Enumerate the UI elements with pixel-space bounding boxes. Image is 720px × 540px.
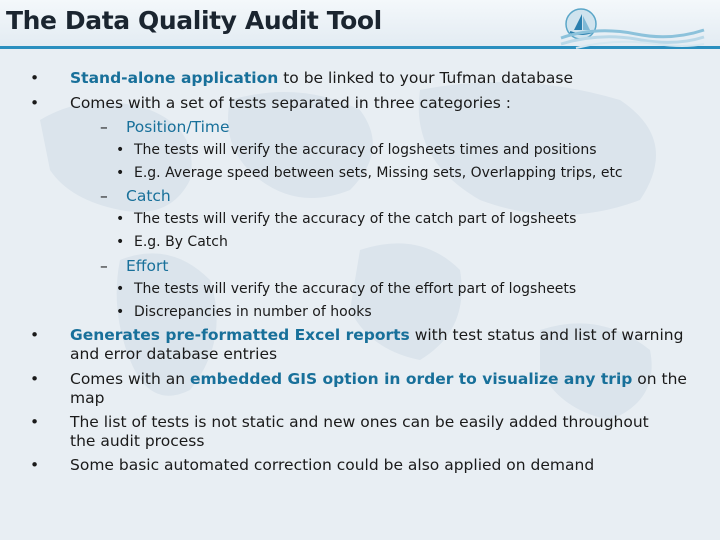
bullet-categories: Comes with a set of tests separated in three categories :: [70, 94, 512, 112]
bullet-gis-option: [70, 370, 687, 389]
dash-marker: –: [100, 118, 108, 136]
bullet-marker: •: [30, 326, 40, 344]
bullet-excel-reports: [70, 326, 683, 345]
bullet-text: Comes with an: [70, 370, 191, 388]
list-item: E.g. By Catch: [134, 234, 228, 250]
bullet-marker: •: [116, 142, 125, 158]
category-position-time: Position/Time: [126, 118, 230, 136]
bullet-text: with test status and list of warning: [409, 326, 684, 344]
bullet-marker: •: [30, 69, 40, 87]
list-item: The tests will verify the accuracy of the catch part of logsheets: [134, 211, 577, 227]
category-effort: Effort: [126, 257, 169, 275]
bullet-marker: •: [116, 234, 125, 250]
bullet-marker: •: [30, 456, 40, 474]
bullet-highlight: Stand-alone application: [70, 69, 279, 87]
bullet-marker: •: [30, 370, 40, 388]
list-item: E.g. Average speed between sets, Missing sets, Overlapping trips, etc: [134, 165, 623, 181]
bullet-highlight: Generates pre-formatted Excel reports: [70, 326, 410, 344]
bullet-marker: •: [116, 211, 125, 227]
bullet-highlight: embedded GIS option in order to visualize any trip: [190, 370, 633, 388]
bullet-text: to be linked to your Tufman database: [278, 69, 574, 87]
bullet-continuation: and error database entries: [70, 345, 278, 363]
category-catch: Catch: [126, 187, 171, 205]
dash-marker: –: [100, 257, 108, 275]
list-item: The tests will verify the accuracy of the effort part of logsheets: [134, 281, 577, 297]
list-item: Discrepancies in number of hooks: [134, 304, 372, 320]
dash-marker: –: [100, 187, 108, 205]
bullet-continuation: the audit process: [70, 432, 205, 450]
bullet-marker: •: [116, 165, 125, 181]
bullet-auto-correction: Some basic automated correction could be also applied on demand: [70, 456, 595, 474]
list-item: The tests will verify the accuracy of logsheets times and positions: [134, 142, 597, 158]
bullet-tests-list: The list of tests is not static and new ones can be easily added throughout: [70, 413, 649, 431]
bullet-continuation: map: [70, 389, 105, 407]
bullet-text: on the: [632, 370, 687, 388]
page-title: The Data Quality Audit Tool: [6, 6, 382, 35]
bullet-marker: •: [30, 413, 40, 431]
bullet-stand-alone: [70, 69, 573, 88]
bullet-marker: •: [116, 304, 125, 320]
bullet-marker: •: [30, 94, 40, 112]
bullet-marker: •: [116, 281, 125, 297]
